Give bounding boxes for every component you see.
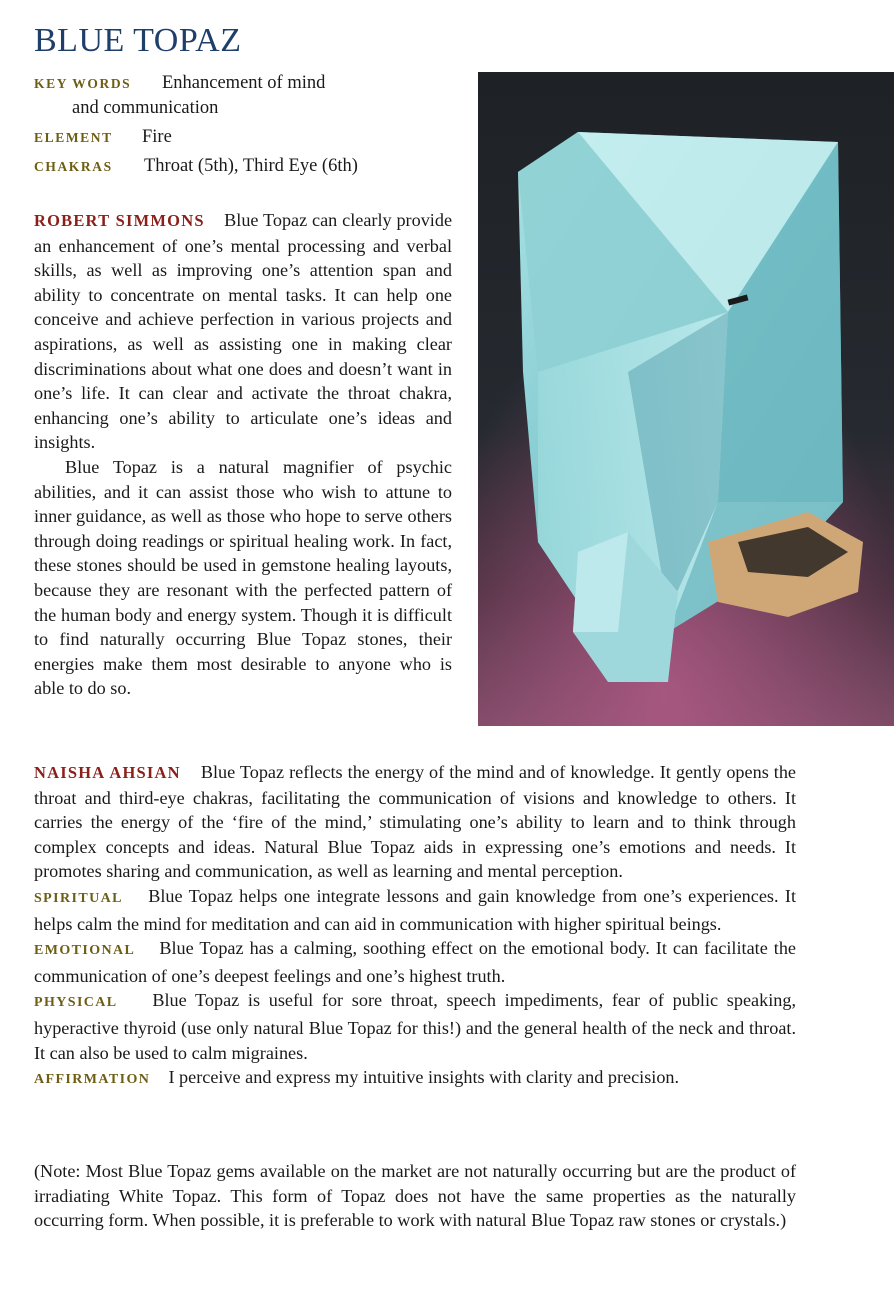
naisha-ahsian-section [34, 760, 796, 1093]
page-title: BLUE TOPAZ [34, 22, 242, 59]
emotional-paragraph [34, 936, 796, 988]
chakras-row [34, 154, 358, 179]
key-words-value-line2: and communication [72, 98, 219, 118]
spiritual-paragraph [34, 884, 796, 936]
physical-text: Blue Topaz is useful for sore throat, speech impediments, fear of public speaking, hyperactive thyroid (use only natural Blue Topaz for this!) and the general health of the neck and throat. It can also be used to calm migraines. [34, 990, 797, 1063]
key-words-value-line1: Enhancement of mind [162, 73, 326, 93]
robert-paragraph-1 [34, 208, 452, 455]
element-row [34, 125, 172, 150]
chakras-label: CHAKRAS [34, 159, 113, 174]
key-words-row-2 [72, 96, 218, 120]
chakras-value: Throat (5th), Third Eye (6th) [144, 156, 358, 176]
affirmation-paragraph [34, 1065, 796, 1093]
blue-topaz-crystal-photo [478, 72, 894, 726]
spiritual-text: Blue Topaz helps one integrate lessons and gain knowledge from one’s experiences. It helps calm the mind for meditation and can aid in communication with higher spiritual beings. [34, 885, 796, 934]
physical-label: PHYSICAL [34, 995, 118, 1011]
key-words-row [34, 71, 325, 96]
note-section [34, 1159, 796, 1233]
physical-paragraph [34, 988, 796, 1065]
emotional-text: Blue Topaz has a calming, soothing effect on the emotional body. It can facilitate the communication of one’s deepest feelings and one’s highest truth. [34, 938, 796, 986]
robert-simmons-section [34, 208, 452, 701]
robert-text-1: Blue Topaz can clearly provide an enhancement of one’s mental processing and verbal skills, as well as improving one’s attention span and ability to concentrate on mental tasks. It can help one conceive and achieve perfection in various projects and aspirations, as well as assisting one in making clear discriminations about what one does and doesn’t want in one’s life. It can clear and activate the throat chakra, enhancing one’s ability to articulate one’s ideas and insights. [34, 210, 453, 453]
naisha-text: Blue Topaz reflects the energy of the mind and of knowledge. It gently opens the throat and third-eye chakras, facilitating the communication of visions and knowledge to others. It carries the energy of the ‘fire of the mind,’ stimulating one’s ability to learn and to think through complex concepts and ideas. Natural Blue Topaz aids in expressing one’s emotions and needs. It promotes sharing and communication, as well as learning and mental perception. [34, 762, 797, 882]
affirmation-text: I perceive and express my intuitive insights with clarity and precision. [168, 1067, 680, 1088]
spiritual-label: SPIRITUAL [34, 890, 123, 906]
robert-paragraph-2: Blue Topaz is a natural magnifier of psychic abilities, and it can assist those who wish to attune to inner guidance, as well as those who hope to serve others through doing readings or spiritual healing work. In fact, these stones should be used in gemstone healing layouts, because they are resonant with the perfected pattern of the human body and energy system. Though it is difficult to find naturally occurring Blue Topaz stones, their energies make them most desirable to anyone who is able to do so. [34, 456, 452, 699]
affirmation-label: AFFIRMATION [34, 1072, 151, 1088]
note-text: (Note: Most Blue Topaz gems available on the market are not naturally occurring but are the product of irradiating White Topaz. This form of Topaz does not have the same properties as the naturally occurring form. When possible, it is preferable to work with natural Blue Topaz raw stones or crystals.) [34, 1161, 796, 1231]
key-words-label: KEY WORDS [34, 76, 132, 91]
naisha-paragraph [34, 760, 796, 884]
robert-simmons-author: ROBERT SIMMONS [34, 211, 205, 230]
element-value: Fire [142, 127, 172, 147]
naisha-ahsian-author: NAISHA AHSIAN [34, 763, 181, 782]
element-label: ELEMENT [34, 130, 113, 145]
emotional-label: EMOTIONAL [34, 943, 136, 959]
